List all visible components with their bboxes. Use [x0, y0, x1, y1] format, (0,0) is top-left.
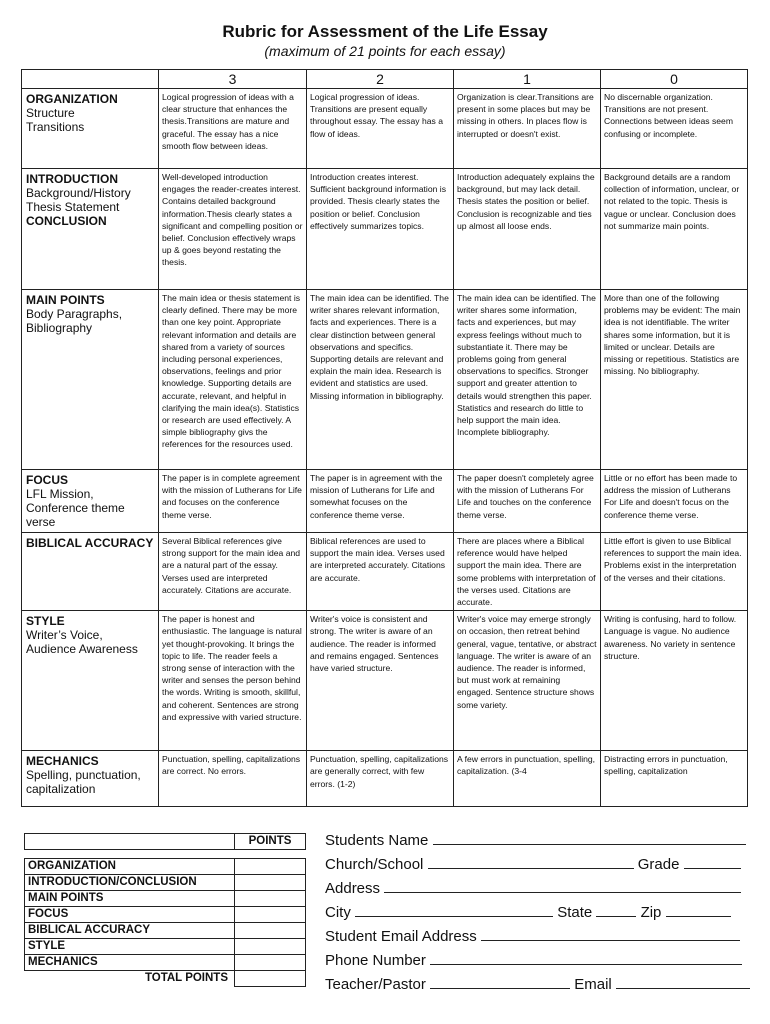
- criterion-subtopic: Writer’s Voice,: [26, 628, 103, 643]
- total-points-cell[interactable]: [235, 971, 306, 987]
- score-header: 2: [307, 70, 454, 89]
- rubric-row: [22, 169, 748, 290]
- points-row: [25, 907, 306, 923]
- points-category-label: STYLE: [25, 939, 235, 955]
- church-grade-line: [325, 854, 745, 873]
- rubric-descriptor-cell: Logical progression of ideas with a clear structure that enhances the thesis.Transitions are mature and graceful. The essay has a nice smooth flow between ideas.: [159, 89, 307, 169]
- criterion-cell: [22, 611, 159, 751]
- student-name-line: [325, 830, 745, 849]
- grade-label: Grade: [637, 856, 680, 873]
- points-row: [25, 859, 306, 875]
- rubric-descriptor-cell: Distracting errors in punctuation, spelling, capitalization: [601, 751, 748, 807]
- zip-field[interactable]: [666, 902, 731, 917]
- criterion-subtopic: Structure: [26, 106, 75, 120]
- rubric-descriptor-cell: Writer's voice may emerge strongly on occasion, then retreat behind general, vague, tentative, or abstract language. The writer is aware of an audience. The reader is informed, but must work at remaining engaged. Sentence structure shows some variety.: [454, 611, 601, 751]
- criterion-subtopic: Thesis Statement: [26, 200, 120, 214]
- score-header: 3: [159, 70, 307, 89]
- rubric-descriptor-cell: The paper is honest and enthusiastic. The language is natural yet thought-provoking. It brings the topic to life. The reader feels a strong sense of interaction with the writer and senses the person behind the words. Writing is smooth, skillful, and coherent. Sentences are strong and expressive with varied structure.: [159, 611, 307, 751]
- rubric-descriptor-cell: The main idea can be identified. The writer shares some information, facts and experiences, but may express feelings without much to substantiate it. There may be problems going from general observations to specifics. Stronger support and greater attention to details would strengthen this paper. Statistics and research do little to help support the main idea. Incomplete bibliography.: [454, 290, 601, 470]
- rubric-row: [22, 89, 748, 169]
- points-score-cell[interactable]: [235, 859, 306, 875]
- criterion-name: MAIN POINTS: [26, 293, 105, 307]
- rubric-descriptor-cell: Well-developed introduction engages the reader-creates interest. Contains detailed background information.Thesis clearly states a significant and compelling position or belief. Conclusion effectively wraps up & goes beyond restating the thesis.: [159, 169, 307, 290]
- criterion-subtopic: LFL Mission,: [26, 487, 94, 501]
- score-header: 0: [601, 70, 748, 89]
- points-score-cell[interactable]: [235, 891, 306, 907]
- phone-line: [325, 950, 745, 969]
- points-category-label: BIBLICAL ACCURACY: [25, 923, 235, 939]
- rubric-row: [22, 533, 748, 611]
- grade-field[interactable]: [684, 854, 741, 869]
- criterion-subtopic: Audience Awareness: [26, 642, 138, 657]
- zip-label: Zip: [640, 904, 662, 921]
- criterion-subtopic: Body Paragraphs,: [26, 307, 123, 321]
- church-field[interactable]: [428, 854, 634, 869]
- rubric-descriptor-cell: There are places where a Biblical reference would have helped support the main idea. There are some problems with interpretation of the verses used. Citations are accurate.: [454, 533, 601, 611]
- teacher-field[interactable]: [430, 974, 570, 989]
- rubric-row: [22, 470, 748, 533]
- points-score-cell[interactable]: [235, 923, 306, 939]
- rubric-row: [22, 751, 748, 807]
- student-email-field[interactable]: [481, 926, 740, 941]
- teacher-label: Teacher/Pastor: [325, 976, 426, 993]
- rubric-descriptor-cell: Organization is clear.Transitions are present in some places but may be missing in others. In places flow is interrupted or doesn't exist.: [454, 89, 601, 169]
- address-field[interactable]: [384, 878, 741, 893]
- state-field[interactable]: [596, 902, 636, 917]
- points-score-cell[interactable]: [235, 955, 306, 971]
- points-row: [25, 939, 306, 955]
- points-row: [25, 875, 306, 891]
- points-header: POINTS: [235, 834, 306, 850]
- rubric-row: [22, 611, 748, 751]
- church-label: Church/School: [325, 856, 424, 873]
- rubric-descriptor-cell: The paper is in agreement with the mission of Lutherans for Life and somewhat focuses on the conference theme verse.: [307, 470, 454, 533]
- score-header: 1: [454, 70, 601, 89]
- rubric-descriptor-cell: No discernable organization. Transitions are not present. Connections between ideas seem confusing or incomplete.: [601, 89, 748, 169]
- criterion-name: MECHANICS: [26, 754, 99, 769]
- address-label: Address: [325, 880, 381, 897]
- points-category-label: MAIN POINTS: [25, 891, 235, 907]
- teacher-email-field[interactable]: [616, 974, 750, 989]
- student-email-label: Student Email Address: [325, 928, 477, 945]
- total-points-label: TOTAL POINTS: [25, 971, 235, 987]
- teacher-email-line: [325, 974, 745, 993]
- criterion-subtopic: Background/History: [26, 186, 131, 200]
- criterion-extra: CONCLUSION: [26, 214, 107, 228]
- points-score-cell[interactable]: [235, 907, 306, 923]
- rubric-descriptor-cell: Several Biblical references give strong support for the main idea and are a natural part of the essay. Verses used are interpreted accurately. Citations are accurate.: [159, 533, 307, 611]
- criterion-name: BIBLICAL ACCURACY: [26, 536, 154, 550]
- criterion-cell: [22, 290, 159, 470]
- rubric-descriptor-cell: Writer's voice is consistent and strong. The writer is aware of an audience. The reader is informed and remains engaged. Sentences have varied structure.: [307, 611, 454, 751]
- rubric-descriptor-cell: Little or no effort has been made to address the mission of Lutherans For Life and doesn't focus on the conference theme verse.: [601, 470, 748, 533]
- city-label: City: [325, 904, 351, 921]
- phone-label: Phone Number: [325, 952, 426, 969]
- state-label: State: [557, 904, 593, 921]
- student-name-label: Students Name: [325, 832, 429, 849]
- criterion-cell: [22, 470, 159, 533]
- points-score-cell[interactable]: [235, 939, 306, 955]
- criterion-cell: [22, 533, 159, 611]
- criterion-cell: [22, 89, 159, 169]
- criterion-name: STYLE: [26, 614, 65, 629]
- points-category-label: INTRODUCTION/CONCLUSION: [25, 875, 235, 891]
- page-subtitle: (maximum of 21 points for each essay): [264, 43, 506, 59]
- criterion-subtopic: Bibliography: [26, 321, 93, 335]
- points-score-cell[interactable]: [235, 875, 306, 891]
- rubric-descriptor-cell: The paper doesn't completely agree with the mission of Lutherans For Life and touches on the conference theme verse.: [454, 470, 601, 533]
- rubric-header-row: [22, 70, 748, 89]
- rubric-descriptor-cell: The paper is in complete agreement with the mission of Lutherans for Life and focuses on the conference theme verse.: [159, 470, 307, 533]
- points-table-blank: [25, 834, 235, 850]
- criterion-name: ORGANIZATION: [26, 92, 118, 106]
- rubric-descriptor-cell: A few errors in punctuation, spelling, capitalization. (3-4: [454, 751, 601, 807]
- rubric-descriptor-cell: Punctuation, spelling, capitalizations are correct. No errors.: [159, 751, 307, 807]
- page-title: Rubric for Assessment of the Life Essay: [222, 22, 548, 41]
- rubric-descriptor-cell: Introduction adequately explains the background, but may lack detail. Thesis states the position or belief. Conclusion is recognizable and ties up almost all loose ends.: [454, 169, 601, 290]
- criterion-subtopic: Conference theme verse: [26, 501, 125, 529]
- phone-field[interactable]: [430, 950, 742, 965]
- rubric-row: [22, 290, 748, 470]
- teacher-email-label: Email: [574, 976, 612, 993]
- criterion-cell: [22, 169, 159, 290]
- criterion-name: INTRODUCTION: [26, 172, 118, 186]
- city-state-zip-line: [325, 902, 745, 921]
- criterion-subtopic: Spelling, punctuation, capitalization: [26, 768, 141, 797]
- rubric-descriptor-cell: Writing is confusing, hard to follow. Language is vague. No audience awareness. No variety in sentence structure.: [601, 611, 748, 751]
- rubric-descriptor-cell: The main idea or thesis statement is clearly defined. There may be more than one key point. Appropriate relevant information and details are shared from a variety of sources including personal experiences, observations, feelings and prior knowledge. Supporting details are accurate, relevant, and helpful in clarifying the main idea(s). Statistics or research are used effectively. A simple bibliography givs the references for the resources used.: [159, 290, 307, 470]
- rubric-descriptor-cell: Little effort is given to use Biblical references to support the main idea. Problems exist in the interpretation of the verses and their citations.: [601, 533, 748, 611]
- points-category-label: FOCUS: [25, 907, 235, 923]
- points-row: [25, 955, 306, 971]
- points-category-label: ORGANIZATION: [25, 859, 235, 875]
- points-category-label: MECHANICS: [25, 955, 235, 971]
- rubric-table: [21, 69, 748, 807]
- rubric-descriptor-cell: Biblical references are used to support the main idea. Verses used are interpreted accurately. Citations are accurate.: [307, 533, 454, 611]
- points-summary-table: [24, 833, 306, 987]
- rubric-descriptor-cell: The main idea can be identified. The writer shares relevant information, facts and experiences. There is a clear distinction between general observations and specifics. Supporting details are relevant and explain the main idea. Research is evident and statistics are used. Missing information in bibliography.: [307, 290, 454, 470]
- rubric-descriptor-cell: Logical progression of ideas. Transitions are present equally throughout essay. The essay has a flow of ideas.: [307, 89, 454, 169]
- student-email-line: [325, 926, 745, 945]
- rubric-descriptor-cell: Introduction creates interest. Sufficient background information is provided. Thesis clearly states the position or belief. Conclusion effectively summarizes topics.: [307, 169, 454, 290]
- rubric-descriptor-cell: Punctuation, spelling, capitalizations are generally correct, with few errors. (1-2): [307, 751, 454, 807]
- city-field[interactable]: [355, 902, 553, 917]
- criterion-name: FOCUS: [26, 473, 68, 487]
- points-row: [25, 891, 306, 907]
- rubric-descriptor-cell: Background details are a random collection of information, unclear, or not related to the topic. Thesis is vague or unclear. Conclusion does not summarize main points.: [601, 169, 748, 290]
- criterion-cell: [22, 751, 159, 807]
- points-row: [25, 923, 306, 939]
- rubric-descriptor-cell: More than one of the following problems may be evident: The main idea is not identifiable. The writer shares some information, but it is limited or unclear. Details are missing or repetitious. Statistics are missing. No bibliography.: [601, 290, 748, 470]
- rubric-corner-cell: [22, 70, 159, 89]
- address-line: [325, 878, 745, 897]
- criterion-subtopic: Transitions: [26, 120, 85, 134]
- student-name-field[interactable]: [433, 830, 746, 845]
